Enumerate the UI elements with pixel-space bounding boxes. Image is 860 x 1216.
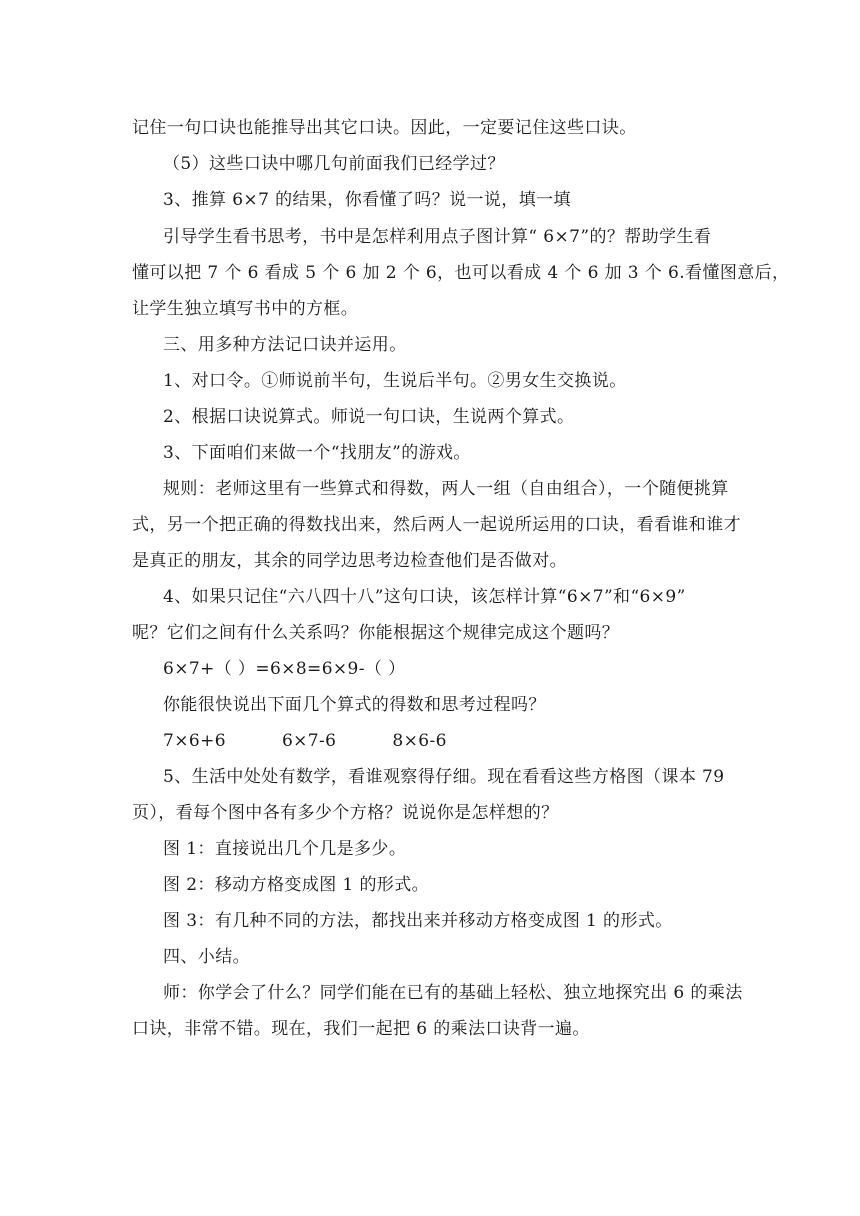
section-heading: 四、小结。 xyxy=(163,947,250,967)
text-line: 4、如果只记住“六八四十八”这句口诀，该怎样计算“6×7”和“6×9” xyxy=(163,587,686,607)
text-line: 页），看每个图中各有多少个方格？说说你是怎样想的？ xyxy=(132,803,559,823)
text-line: 是真正的朋友，其余的同学边思考边检查他们是否做对。 xyxy=(132,551,567,571)
text-line: 3、推算 6×7 的结果，你看懂了吗？说一说，填一填 xyxy=(163,190,571,210)
text-line: 记住一句口诀也能推导出其它口诀。因此，一定要记住这些口诀。 xyxy=(132,118,637,138)
text-line: 让学生独立填写书中的方框。 xyxy=(132,299,359,319)
expression: 8×6-6 xyxy=(392,731,447,751)
expression: 6×7-6 xyxy=(281,731,337,751)
equation-line: 6×7+（ ）=6×8=6×9-（ ） xyxy=(163,659,406,679)
expression: 7×6+6 xyxy=(163,731,226,751)
text-line: 规则：老师这里有一些算式和得数，两人一组（自由组合），一个随便挑算 xyxy=(163,479,729,499)
text-line: 图 3：有几种不同的方法，都找出来并移动方格变成图 1 的形式。 xyxy=(163,911,673,931)
text-line: 1、对口令。①师说前半句，生说后半句。②男女生交换说。 xyxy=(163,371,627,391)
text-line: 图 2：移动方格变成图 1 的形式。 xyxy=(163,875,430,895)
section-heading: 三、用多种方法记口诀并运用。 xyxy=(163,335,407,355)
text-line: 懂可以把 7 个 6 看成 5 个 6 加 2 个 6，也可以看成 4 个 6 加 3 个 6.看懂图意后， xyxy=(132,263,790,283)
expressions-line xyxy=(163,729,447,753)
text-line: 呢？它们之间有什么关系吗？你能根据这个规律完成这个题吗？ xyxy=(132,623,620,643)
text-line: （5）这些口诀中哪几句前面我们已经学过？ xyxy=(163,154,505,174)
text-line: 2、根据口诀说算式。师说一句口诀，生说两个算式。 xyxy=(163,407,575,427)
text-line: 5、生活中处处有数学，看谁观察得仔细。现在看看这些方格图（课本 79 xyxy=(163,767,725,787)
text-line: 3、下面咱们来做一个“找朋友”的游戏。 xyxy=(163,443,471,463)
text-line: 图 1：直接说出几个几是多少。 xyxy=(163,839,407,859)
text-line: 引导学生看书思考，书中是怎样利用点子图计算“ 6×7”的？帮助学生看 xyxy=(163,227,712,247)
text-line: 口诀，非常不错。现在，我们一起把 6 的乘法口诀背一遍。 xyxy=(132,1019,590,1039)
text-line: 你能很快说出下面几个算式的得数和思考过程吗？ xyxy=(163,695,546,715)
text-line: 式，另一个把正确的得数找出来，然后两人一起说所运用的口诀，看看谁和谁才 xyxy=(132,515,741,535)
text-line: 师：你学会了什么？同学们能在已有的基础上轻松、独立地探究出 6 的乘法 xyxy=(163,983,743,1003)
